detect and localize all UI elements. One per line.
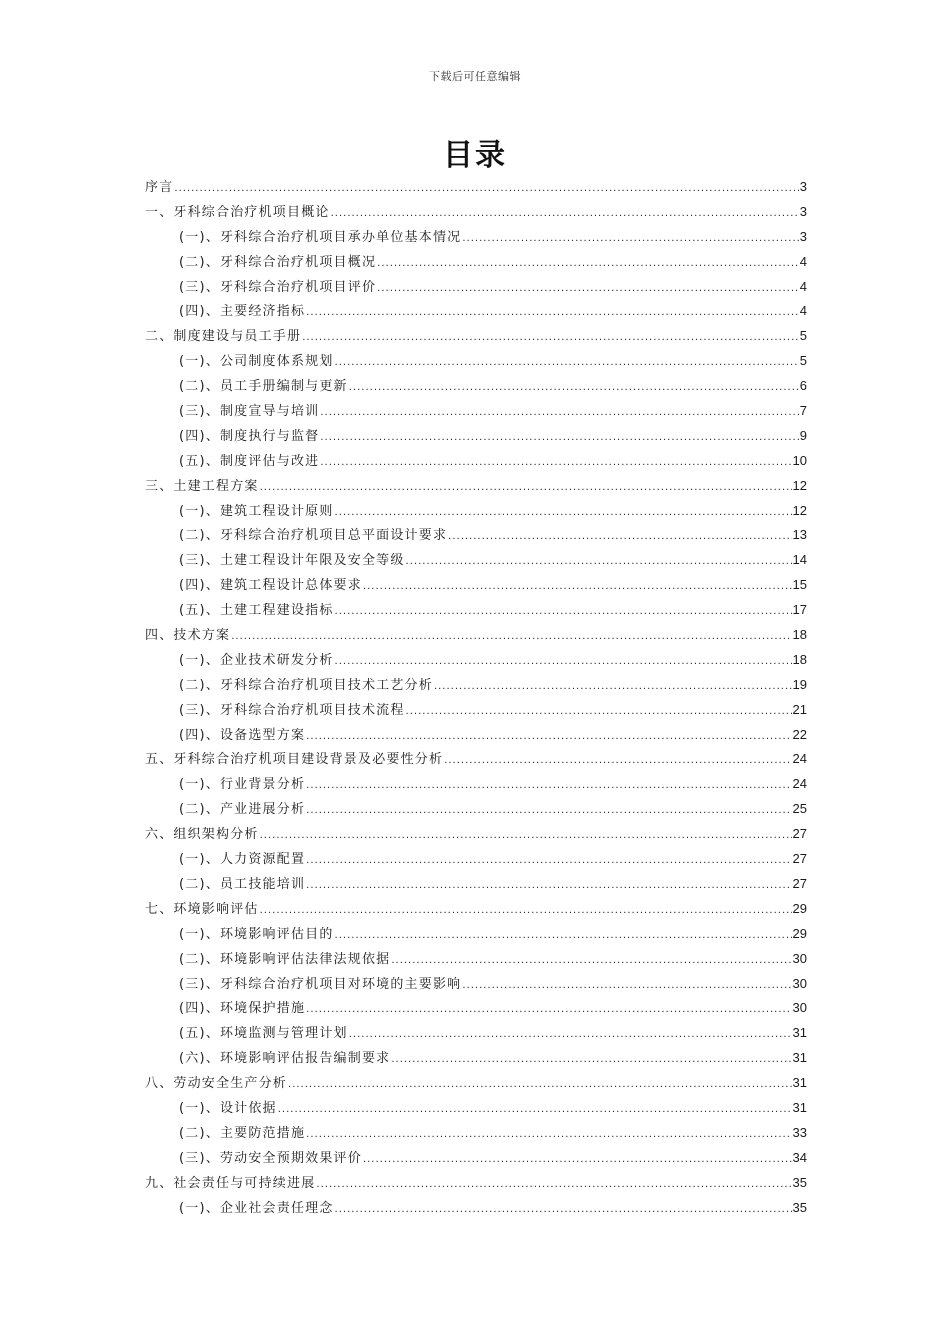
- toc-entry[interactable]: [145, 747, 807, 772]
- toc-entry[interactable]: [145, 250, 807, 275]
- toc-entry-label: (二)、环境影响评估法律法规依据: [179, 951, 391, 967]
- toc-dot-leader: [363, 575, 792, 600]
- toc-entry-page-number: 33: [792, 1124, 807, 1140]
- toc-entry-label: (一)、企业技术研发分析: [179, 652, 334, 668]
- toc-entry-page-number: 34: [792, 1149, 807, 1165]
- toc-entry[interactable]: [145, 175, 807, 200]
- toc-entry-page-number: 3: [799, 203, 807, 219]
- toc-dot-leader: [335, 1198, 792, 1223]
- toc-entry[interactable]: [145, 698, 807, 723]
- toc-entry[interactable]: [145, 947, 807, 972]
- toc-entry[interactable]: [145, 1146, 807, 1171]
- toc-dot-leader: [335, 501, 792, 526]
- toc-entry-label: (四)、设备选型方案: [179, 727, 306, 743]
- toc-entry-page-number: 17: [792, 602, 807, 618]
- toc-entry[interactable]: [145, 474, 807, 499]
- toc-entry-label: 二、制度建设与员工手册: [145, 329, 302, 345]
- toc-dot-leader: [306, 774, 791, 799]
- toc-entry[interactable]: [145, 374, 807, 399]
- toc-entry-label: 序言: [145, 180, 174, 195]
- toc-entry-label: 四、技术方案: [145, 628, 231, 644]
- toc-entry-page-number: 7: [799, 403, 807, 419]
- toc-dot-leader: [260, 476, 792, 501]
- toc-entry-label: (二)、牙科综合治疗机项目技术工艺分析: [179, 677, 433, 693]
- page-header-note: 下载后可任意编辑: [429, 70, 521, 83]
- toc-entry-label: 七、环境影响评估: [145, 901, 259, 917]
- toc-entry-label: (一)、行业背景分析: [179, 777, 306, 793]
- toc-entry[interactable]: [145, 424, 807, 449]
- toc-dot-leader: [302, 326, 799, 351]
- toc-entry-page-number: 29: [792, 900, 807, 916]
- toc-entry-label: (一)、牙科综合治疗机项目承办单位基本情况: [179, 229, 462, 245]
- toc-dot-leader: [306, 849, 791, 874]
- toc-entry-page-number: 14: [792, 552, 807, 568]
- toc-entry[interactable]: [145, 772, 807, 797]
- toc-entry-label: (一)、建筑工程设计原则: [179, 503, 334, 519]
- toc-entry[interactable]: [145, 623, 807, 648]
- toc-entry-page-number: 31: [792, 1050, 807, 1066]
- toc-entry-page-number: 19: [792, 676, 807, 692]
- toc-entry-label: (三)、牙科综合治疗机项目技术流程: [179, 702, 405, 718]
- toc-dot-leader: [316, 1173, 791, 1198]
- toc-dot-leader: [377, 277, 799, 302]
- toc-entry-label: 一、牙科综合治疗机项目概论: [145, 204, 330, 220]
- toc-entry-label: 三、土建工程方案: [145, 478, 259, 494]
- toc-entry-label: (四)、制度执行与监督: [179, 428, 320, 444]
- toc-entry-label: (六)、环境影响评估报告编制要求: [179, 1051, 391, 1067]
- toc-entry-page-number: 31: [792, 1025, 807, 1041]
- toc-dot-leader: [335, 600, 792, 625]
- toc-entry[interactable]: [145, 1071, 807, 1096]
- toc-entry[interactable]: [145, 1096, 807, 1121]
- toc-entry-label: (二)、牙科综合治疗机项目总平面设计要求: [179, 528, 448, 544]
- toc-dot-leader: [288, 1073, 792, 1098]
- toc-entry-page-number: 30: [792, 975, 807, 991]
- toc-dot-leader: [306, 725, 791, 750]
- toc-dot-leader: [448, 525, 791, 550]
- toc-entry-label: (二)、主要防范措施: [179, 1125, 306, 1141]
- toc-dot-leader: [349, 1023, 792, 1048]
- toc-entry-page-number: 30: [792, 950, 807, 966]
- toc-entry-label: (五)、制度评估与改进: [179, 453, 320, 469]
- toc-entry-page-number: 3: [799, 228, 807, 244]
- toc-entry[interactable]: [145, 349, 807, 374]
- toc-entry-label: 六、组织架构分析: [145, 827, 259, 843]
- toc-entry-label: (一)、环境影响评估目的: [179, 926, 334, 942]
- toc-entry[interactable]: [145, 499, 807, 524]
- toc-entry[interactable]: [145, 1046, 807, 1071]
- toc-entry-label: 五、牙科综合治疗机项目建设背景及必要性分析: [145, 752, 444, 768]
- toc-entry[interactable]: [145, 1021, 807, 1046]
- toc-dot-leader: [406, 700, 792, 725]
- toc-entry[interactable]: [145, 723, 807, 748]
- toc-entry-page-number: 15: [792, 577, 807, 593]
- toc-dot-leader: [406, 550, 792, 575]
- toc-dot-leader: [260, 899, 792, 924]
- toc-entry-page-number: 25: [792, 801, 807, 817]
- toc-dot-leader: [320, 401, 798, 426]
- toc-dot-leader: [320, 451, 791, 476]
- toc-dot-leader: [306, 1123, 791, 1148]
- toc-entry-label: (三)、劳动安全预期效果评价: [179, 1150, 362, 1166]
- toc-entry[interactable]: [145, 872, 807, 897]
- toc-entry-label: (二)、牙科综合治疗机项目概况: [179, 254, 377, 270]
- toc-entry-label: (三)、牙科综合治疗机项目对环境的主要影响: [179, 976, 462, 992]
- toc-entry-label: (五)、环境监测与管理计划: [179, 1026, 348, 1042]
- toc-dot-leader: [306, 998, 791, 1023]
- toc-dot-leader: [260, 824, 792, 849]
- toc-entry-label: (一)、人力资源配置: [179, 852, 306, 868]
- toc-entry[interactable]: [145, 573, 807, 598]
- toc-entry-page-number: 4: [799, 278, 807, 294]
- toc-entry-label: (三)、牙科综合治疗机项目评价: [179, 279, 377, 295]
- toc-entry-label: 九、社会责任与可持续进展: [145, 1175, 316, 1191]
- toc-entry[interactable]: [145, 598, 807, 623]
- toc-entry-page-number: 13: [792, 527, 807, 543]
- toc-entry[interactable]: [145, 822, 807, 847]
- toc-dot-leader: [363, 1148, 792, 1173]
- toc-entry[interactable]: [145, 797, 807, 822]
- toc-dot-leader: [331, 202, 799, 227]
- toc-entry[interactable]: [145, 299, 807, 324]
- toc-entry-page-number: 31: [792, 1099, 807, 1115]
- toc-entry-label: (一)、公司制度体系规划: [179, 354, 334, 370]
- toc-entry-page-number: 27: [792, 875, 807, 891]
- toc-entry-page-number: 29: [792, 925, 807, 941]
- toc-entry-label: 八、劳动安全生产分析: [145, 1076, 288, 1092]
- toc-entry-page-number: 35: [792, 1199, 807, 1215]
- toc-dot-leader: [231, 625, 791, 650]
- toc-entry-page-number: 21: [792, 701, 807, 717]
- toc-entry-page-number: 24: [792, 776, 807, 792]
- toc-dot-leader: [335, 924, 792, 949]
- toc-entry-label: (四)、主要经济指标: [179, 304, 306, 320]
- toc-dot-leader: [391, 949, 791, 974]
- toc-dot-leader: [377, 252, 799, 277]
- toc-dot-leader: [278, 1098, 792, 1123]
- toc-entry-page-number: 24: [792, 751, 807, 767]
- toc-dot-leader: [174, 177, 798, 202]
- toc-dot-leader: [306, 799, 791, 824]
- toc-entry-page-number: 10: [792, 452, 807, 468]
- toc-entry[interactable]: [145, 1121, 807, 1146]
- toc-entry-page-number: 35: [792, 1174, 807, 1190]
- toc-entry-page-number: 22: [792, 726, 807, 742]
- toc-entry[interactable]: [145, 275, 807, 300]
- toc-entry-page-number: 4: [799, 253, 807, 269]
- toc-entry-page-number: 3: [799, 179, 807, 194]
- toc-dot-leader: [349, 376, 799, 401]
- toc-entry-page-number: 12: [792, 502, 807, 518]
- toc-entry-page-number: 18: [792, 627, 807, 643]
- toc-entry-page-number: 31: [792, 1075, 807, 1091]
- toc-entry-page-number: 27: [792, 826, 807, 842]
- toc-entry[interactable]: [145, 1171, 807, 1196]
- toc-entry-label: (四)、环境保护措施: [179, 1001, 306, 1017]
- toc-dot-leader: [444, 749, 791, 774]
- toc-entry[interactable]: [145, 1196, 807, 1221]
- toc-entry[interactable]: [145, 847, 807, 872]
- toc-entry[interactable]: [145, 972, 807, 997]
- toc-entry[interactable]: [145, 324, 807, 349]
- toc-dot-leader: [306, 874, 791, 899]
- toc-entry-page-number: 9: [799, 427, 807, 443]
- toc-entry-label: (三)、土建工程设计年限及安全等级: [179, 553, 405, 569]
- toc-entry[interactable]: [145, 449, 807, 474]
- toc-entry[interactable]: [145, 399, 807, 424]
- toc-dot-leader: [462, 974, 791, 999]
- toc-dot-leader: [462, 227, 798, 252]
- toc-entry-page-number: 27: [792, 851, 807, 867]
- toc-entry[interactable]: [145, 673, 807, 698]
- toc-entry-label: (二)、员工技能培训: [179, 876, 306, 892]
- toc-dot-leader: [320, 426, 798, 451]
- toc-entry-label: (四)、建筑工程设计总体要求: [179, 578, 362, 594]
- toc-entry-page-number: 6: [799, 378, 807, 394]
- toc-entry[interactable]: [145, 225, 807, 250]
- toc-dot-leader: [335, 351, 799, 376]
- toc-entry-page-number: 5: [799, 353, 807, 369]
- toc-dot-leader: [434, 675, 792, 700]
- table-of-contents: [145, 175, 807, 1220]
- toc-entry[interactable]: [145, 548, 807, 573]
- toc-entry[interactable]: [145, 200, 807, 225]
- toc-entry[interactable]: [145, 897, 807, 922]
- toc-entry[interactable]: [145, 523, 807, 548]
- toc-entry[interactable]: [145, 996, 807, 1021]
- toc-dot-leader: [335, 650, 792, 675]
- toc-entry[interactable]: [145, 648, 807, 673]
- toc-entry-label: (一)、设计依据: [179, 1100, 277, 1116]
- toc-dot-leader: [306, 301, 799, 326]
- page-title: 目录: [443, 138, 507, 173]
- toc-dot-leader: [391, 1048, 791, 1073]
- toc-entry-page-number: 5: [799, 328, 807, 344]
- toc-entry-page-number: 4: [799, 303, 807, 319]
- toc-entry[interactable]: [145, 922, 807, 947]
- toc-entry-label: (二)、产业进展分析: [179, 802, 306, 818]
- toc-entry-label: (五)、土建工程建设指标: [179, 603, 334, 619]
- toc-entry-page-number: 12: [792, 477, 807, 493]
- toc-entry-page-number: 30: [792, 1000, 807, 1016]
- toc-entry-label: (一)、企业社会责任理念: [179, 1200, 334, 1216]
- toc-entry-label: (二)、员工手册编制与更新: [179, 379, 348, 395]
- toc-entry-page-number: 18: [792, 651, 807, 667]
- toc-entry-label: (三)、制度宣导与培训: [179, 404, 320, 420]
